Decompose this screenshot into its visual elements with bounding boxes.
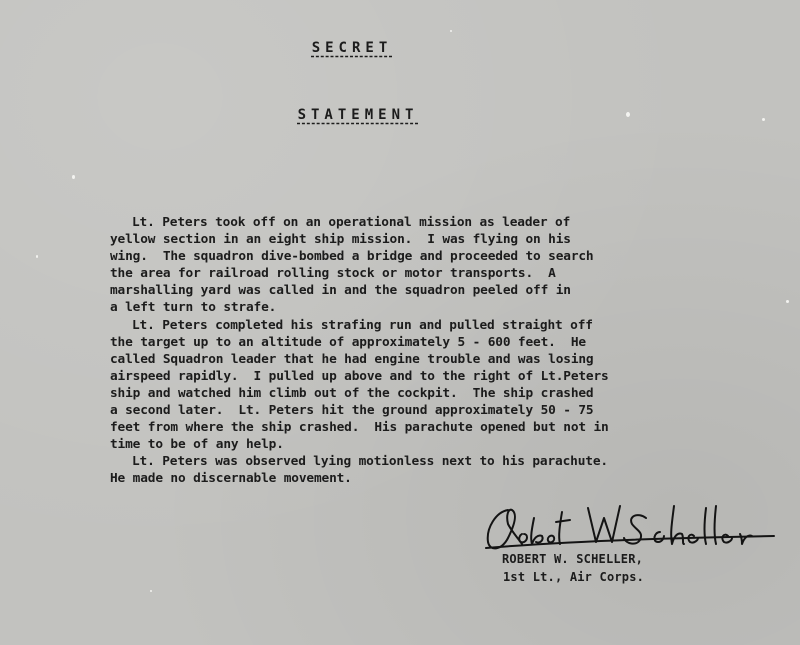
statement-title: STATEMENT (297, 107, 419, 123)
body-line: called Squadron leader that he had engine trouble and was losing (110, 351, 594, 367)
signer-rank: 1st Lt., Air Corps. (503, 570, 645, 584)
classification-heading: SECRET (311, 40, 393, 56)
body-line: airspeed rapidly. I pulled up above and to the right of Lt.Peters (110, 368, 609, 384)
body-line: wing. The squadron dive-bombed a bridge and proceeded to search (110, 249, 594, 265)
body-line: Lt. Peters completed his strafing run and pulled straight off (132, 317, 593, 333)
body-line: yellow section in an eight ship mission. I was flying on his (110, 232, 571, 248)
body-line: ship and watched him climb out of the cockpit. The ship crashed (110, 385, 594, 401)
body-line: a second later. Lt. Peters hit the ground approximately 50 - 75 (110, 403, 594, 419)
body-line: the area for railroad rolling stock or motor transports. A (110, 266, 556, 282)
body-line: Lt. Peters took off on an operational mission as leader of (132, 215, 571, 230)
body-line: feet from where the ship crashed. His parachute opened but not in (110, 420, 609, 436)
statement-body (110, 214, 750, 488)
body-line: He made no discernable movement. (110, 471, 352, 487)
body-line: a left turn to strafe. (110, 300, 277, 316)
signature-block (478, 498, 778, 598)
body-line: time to be of any help. (110, 437, 284, 453)
handwritten-signature (478, 498, 778, 558)
body-line: Lt. Peters was observed lying motionless next to his parachute. (132, 454, 608, 470)
body-line: marshalling yard was called in and the squadron peeled off in (110, 283, 571, 299)
signer-name: ROBERT W. SCHELLER, (502, 552, 644, 566)
body-line: the target up to an altitude of approximately 5 - 600 feet. He (110, 334, 586, 350)
